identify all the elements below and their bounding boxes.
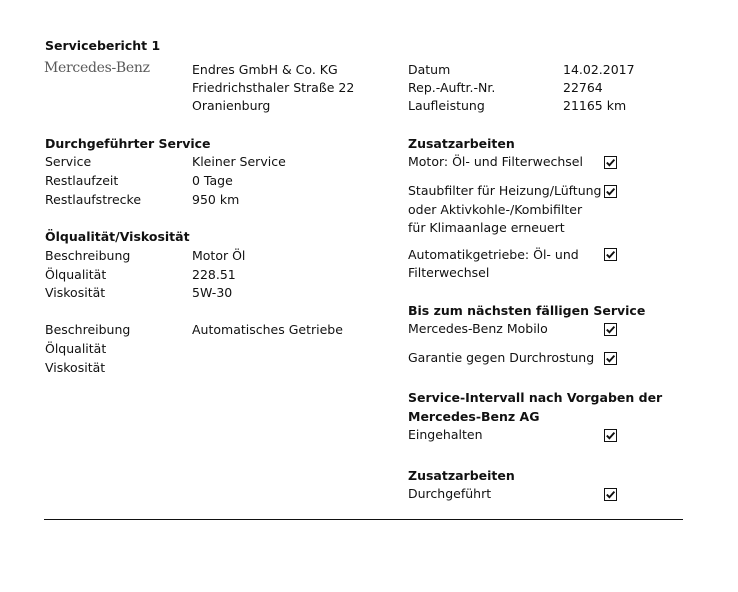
checkmark-icon — [605, 249, 616, 260]
oil-desc-value: Motor Öl — [192, 248, 246, 263]
next-item-mobilo: Mercedes-Benz Mobilo — [408, 321, 548, 336]
service-heading: Durchgeführter Service — [45, 136, 211, 151]
extra-work2-item-done: Durchgeführt — [408, 486, 492, 501]
oil-heading: Ölqualität/Viskosität — [45, 229, 190, 244]
extra-item-dust-filter-3: für Klimaanlage erneuert — [408, 220, 565, 235]
checkbox-extra-done[interactable] — [604, 488, 617, 501]
extra-item-dust-filter-2: oder Aktivkohle-/Kombifilter — [408, 202, 583, 217]
checkmark-icon — [605, 430, 616, 441]
remaining-distance-label: Restlaufstrecke — [45, 192, 142, 207]
next-service-heading: Bis zum nächsten fälligen Service — [408, 303, 646, 318]
gearbox-viscosity-label: Viskosität — [45, 360, 106, 375]
checkbox-rust-warranty[interactable] — [604, 352, 617, 365]
checkmark-icon — [605, 324, 616, 335]
dealer-street: Friedrichsthaler Straße 22 — [192, 80, 355, 95]
order-label: Rep.-Auftr.-Nr. — [408, 80, 496, 95]
report-title: Servicebericht 1 — [45, 38, 161, 53]
dealer-city: Oranienburg — [192, 98, 271, 113]
interval-item-kept: Eingehalten — [408, 427, 483, 442]
extra-work-heading: Zusatzarbeiten — [408, 136, 515, 151]
mileage-label: Laufleistung — [408, 98, 485, 113]
oil-quality-label: Ölqualität — [45, 267, 107, 282]
gearbox-desc-label: Beschreibung — [45, 322, 131, 337]
checkmark-icon — [605, 157, 616, 168]
checkmark-icon — [605, 489, 616, 500]
extra-item-motor-oil: Motor: Öl- und Filterwechsel — [408, 154, 583, 169]
gearbox-desc-value: Automatisches Getriebe — [192, 322, 343, 337]
order-value: 22764 — [563, 80, 603, 95]
oil-desc-label: Beschreibung — [45, 248, 131, 263]
extra-item-gearbox-2: Filterwechsel — [408, 265, 490, 280]
checkbox-mobilo[interactable] — [604, 323, 617, 336]
date-value: 14.02.2017 — [563, 62, 635, 77]
checkbox-gearbox-oil[interactable] — [604, 248, 617, 261]
brand-logo: Mercedes-Benz — [44, 60, 150, 76]
dealer-name: Endres GmbH & Co. KG — [192, 62, 338, 77]
service-label: Service — [45, 154, 92, 169]
checkbox-dust-filter[interactable] — [604, 185, 617, 198]
date-label: Datum — [408, 62, 451, 77]
gearbox-quality-label: Ölqualität — [45, 341, 107, 356]
bottom-divider — [44, 519, 683, 520]
oil-viscosity-value: 5W-30 — [192, 285, 233, 300]
remaining-distance-value: 950 km — [192, 192, 240, 207]
extra-item-dust-filter-1: Staubfilter für Heizung/Lüftung — [408, 183, 602, 198]
checkbox-interval-kept[interactable] — [604, 429, 617, 442]
interval-heading-1: Service-Intervall nach Vorgaben der — [408, 390, 663, 405]
extra-work2-heading: Zusatzarbeiten — [408, 468, 515, 483]
checkmark-icon — [605, 353, 616, 364]
interval-heading-2: Mercedes-Benz AG — [408, 409, 540, 424]
remaining-time-value: 0 Tage — [192, 173, 233, 188]
remaining-time-label: Restlaufzeit — [45, 173, 119, 188]
checkbox-motor-oil[interactable] — [604, 156, 617, 169]
service-value: Kleiner Service — [192, 154, 286, 169]
next-item-rust-warranty: Garantie gegen Durchrostung — [408, 350, 595, 365]
extra-item-gearbox-1: Automatikgetriebe: Öl- und — [408, 247, 579, 262]
oil-quality-value: 228.51 — [192, 267, 236, 282]
checkmark-icon — [605, 186, 616, 197]
oil-viscosity-label: Viskosität — [45, 285, 106, 300]
mileage-value: 21165 km — [563, 98, 627, 113]
